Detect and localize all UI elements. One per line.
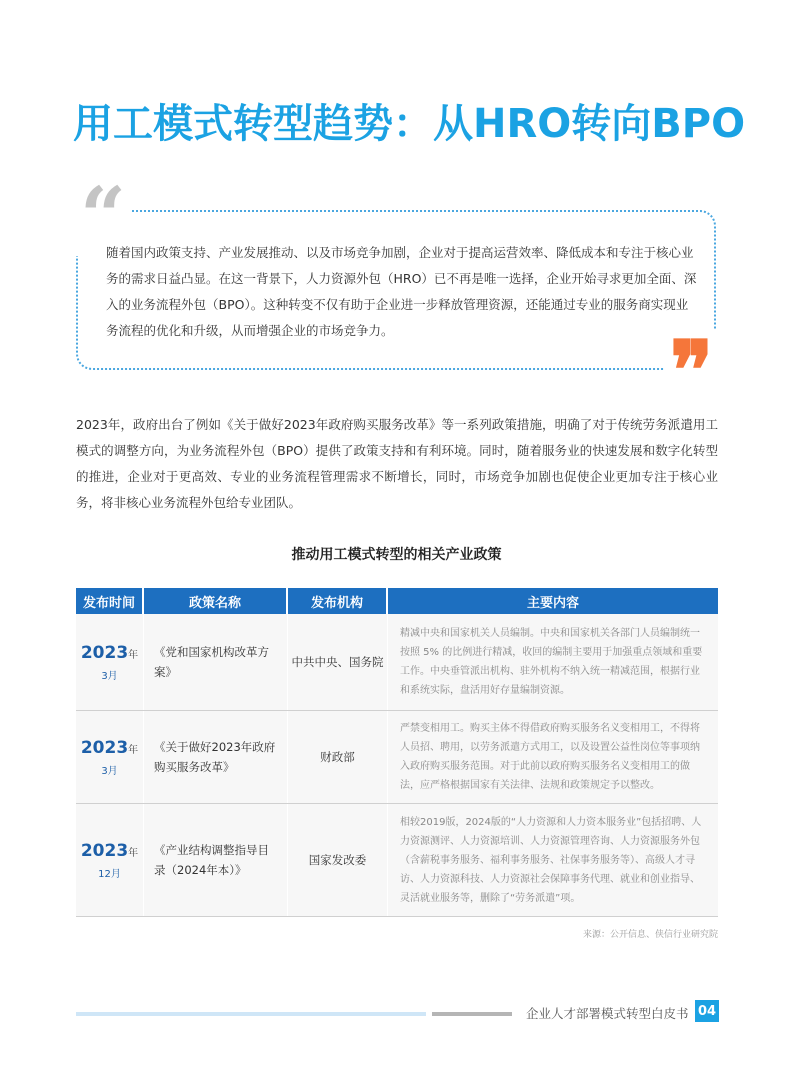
policy-org: 国家发改委 [288, 804, 388, 916]
body-paragraph: 2023年，政府出台了例如《关于做好2023年政府购买服务改革》等一系列政策措施，明确了对于传统劳务派遣用工模式的调整方向，为业务流程外包（BPO）提供了政策支持和有利环境。同时，随着服务业的快速发展和数字化转型的推进，企业对于更高效、专业的业务流程管理需求不断增长，同时，市场竞争加剧也促使企业更加专注于核心业务，将非核心业务流程外包给专业团队。 [76, 417, 718, 510]
year: 2023年 [80, 737, 139, 758]
month: 12月 [98, 868, 121, 880]
footer-bar-gray [432, 1012, 512, 1016]
policy-name: 《党和国家机构改革方案》 [144, 614, 288, 710]
year: 2023年 [80, 840, 139, 861]
footer-title: 企业人才部署模式转型白皮书 [526, 1006, 689, 1021]
header-name: 政策名称 [144, 588, 288, 614]
open-quote-icon: “ [74, 176, 132, 256]
header-date: 发布时间 [76, 588, 144, 614]
date-cell [76, 711, 144, 803]
quote-text: 随着国内政策支持、产业发展推动、以及市场竞争加剧，企业对于提高运营效率、降低成本和专注于核心业务的需求日益凸显。在这一背景下，人力资源外包（HRO）已不再是唯一选择，企业开始寻求更加全面、深入的业务流程外包（BPO）。这种转变不仅有助于企业进一步释放管理资源，还能通过专业的服务商实现业务流程的优化和升级，从而增强企业的市场竞争力。 [106, 245, 697, 338]
close-quote-icon: ❞ [664, 330, 719, 410]
table-title: 推动用工模式转型的相关产业政策 [291, 547, 502, 563]
month: 3月 [101, 765, 118, 777]
header-content: 主要内容 [388, 588, 718, 614]
policy-desc: 严禁变相用工。购买主体不得借政府购买服务名义变相用工，不得将人员招、聘用，以劳务派遣方式用工，以及设置公益性岗位等事项纳入政府购买服务范围。对于此前以政府购买服务名义变相用工的做法，应严格根据国家有关法律、法规和政策规定予以整改。 [400, 723, 700, 791]
page-number: 04 [695, 1000, 719, 1022]
policy-name: 《产业结构调整指导目录（2024年本）》 [144, 804, 288, 916]
policy-org: 财政部 [288, 711, 388, 803]
table-row [76, 804, 718, 917]
policy-desc: 精减中央和国家机关人员编制。中央和国家机关各部门人员编制统一按照 5% 的比例进行精减，收回的编制主要用于加强重点领域和重要工作。中央垂管派出机构、驻外机构不纳入统一精减范围，根据行业和系统实际，盘活用好存量编制资源。 [400, 628, 703, 696]
policy-name: 《关于做好2023年政府购买服务改革》 [144, 711, 288, 803]
page-title: 用工模式转型趋势：从HRO转向BPO [73, 101, 746, 147]
policy-org: 中共中央、国务院 [288, 614, 388, 710]
table-header [76, 588, 718, 614]
table-row [76, 614, 718, 711]
source-note: 来源：公开信息、侠信行业研究院 [582, 930, 718, 940]
table-row [76, 711, 718, 804]
year: 2023年 [80, 642, 139, 663]
policy-desc: 相较2019版，2024版的“人力资源和人力资本服务业”包括招聘、人力资源测评、人力资源培训、人力资源管理咨询、人力资源服务外包（含薪税事务服务、福利事务服务、社保事务服务等）、高级人才寻访、人力资源科技、人力资源社会保障事务代理、就业和创业指导、灵活就业服务等，删除了“劳务派遣”项。 [400, 816, 702, 904]
month: 3月 [101, 670, 118, 682]
date-cell [76, 804, 144, 916]
footer-bar-light [76, 1012, 426, 1016]
policy-table [76, 588, 718, 917]
header-org: 发布机构 [288, 588, 388, 614]
date-cell [76, 614, 144, 710]
